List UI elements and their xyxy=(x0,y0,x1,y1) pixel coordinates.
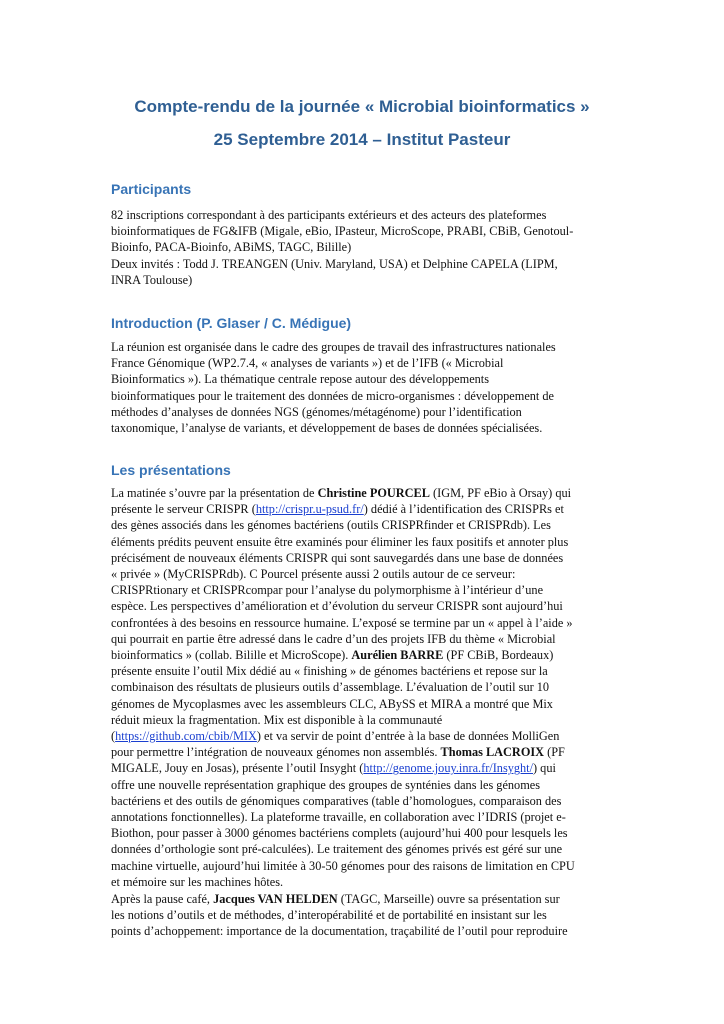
text-line: bioinformatiques pour le traitement des données de micro-organismes : développement de xyxy=(111,388,555,403)
presentations-paragraph-1 xyxy=(111,485,624,890)
text-line: taxonomique, l’analyse de variants, et développement de bases de données spécialisées. xyxy=(111,421,543,436)
heading-introduction: Introduction (P. Glaser / C. Médigue) xyxy=(111,315,352,331)
text-line: les notions d’outils et de méthodes, d’interopérabilité et de portabilité en insistant sur les xyxy=(111,908,547,923)
speaker-name: Jacques VAN HELDEN xyxy=(213,892,338,906)
text-line: combinaison des résultats de plusieurs outils d’assemblage. L’évaluation de l’outil sur 10 xyxy=(111,680,550,695)
text-line: La réunion est organisée dans le cadre des groupes de travail des infrastructures nationales xyxy=(111,340,556,354)
text-line: bactériens et des outils de génomiques comparatives (table d’homologues, comparaison des xyxy=(111,793,562,808)
text-line: précisément de nouveaux éléments CRISPR qui sont sauvegardés dans une base de données xyxy=(111,550,564,565)
text-line: Après la pause café, Jacques VAN HELDEN (TAGC, Marseille) ouvre sa présentation sur xyxy=(111,892,560,906)
text-line: qui pourrait en partie être adressé dans le cadre d’un des projets IFB du thème « Microbial xyxy=(111,631,556,646)
speaker-name: Aurélien BARRE xyxy=(351,648,444,663)
text-line: 82 inscriptions correspondant à des participants extérieurs et des acteurs des plateformes xyxy=(111,208,547,222)
text-line: (https://github.com/cbib/MIX) et va servir de point d’entrée à la base de données MolliGen xyxy=(111,729,560,744)
text-line: Biothon, pour passer à 3000 génomes bactériens complets (aujourd’hui 400 pour lesquels les xyxy=(111,826,568,841)
speaker-name: Christine POURCEL xyxy=(317,486,430,500)
text-line: offre une nouvelle représentation graphique des groupes de synténies dans les génomes xyxy=(111,777,541,792)
text-line: MIGALE, Jouy en Josas), présente l’outil Insyght (http://genome.jouy.inra.fr/Insyght/) qui xyxy=(111,761,556,776)
text-line: France Génomique (WP2.7.4, « analyses de variants ») et de l’IFB (« Microbial xyxy=(111,356,504,371)
heading-participants: Participants xyxy=(111,181,192,197)
text-line: bioinformatiques de FG&IFB (Migale, eBio, IPasteur, MicroScope, PRABI, CBiB, Genotoul- xyxy=(111,224,574,239)
text-line: présente le serveur CRISPR (http://crispr.u-psud.fr/) dédié à l’identification des CRISPRs et xyxy=(111,502,564,517)
mix-github-link[interactable]: https://github.com/cbib/MIX xyxy=(115,729,257,744)
text-line: génomes de Mycoplasmes avec les assembleurs CLC, ABySS et MIRA a montré que Mix xyxy=(111,696,553,711)
text-line: machine virtuelle, aujourd’hui limitée à 30-50 génomes pour des raisons de limitation en CPU xyxy=(111,858,575,873)
text-line: « privée » (MyCRISPRdb). C Pourcel présente aussi 2 outils autour de ce serveur: xyxy=(111,567,516,582)
text-line: Deux invités : Todd J. TREANGEN (Univ. Maryland, USA) et Delphine CAPELA (LIPM, xyxy=(111,256,558,271)
text-line: données d’orthologie sont pré-calculées). Le traitement des génomes privés est géré sur une xyxy=(111,842,563,857)
text-line: et mémoire sur les machines hôtes. xyxy=(111,874,284,889)
insyght-link[interactable]: http://genome.jouy.inra.fr/Insyght/ xyxy=(363,761,534,776)
text-line: annotations fonctionnelles). La plateforme travaille, en collaboration avec l’IDRIS (projet e- xyxy=(111,810,566,825)
text-line: espèce. Les perspectives d’amélioration et d’évolution du serveur CRISPR sont aujourd’hui xyxy=(111,599,563,614)
text-line: éléments prédits peuvent ensuite être examinés pour éliminer les faux positifs et annoter plus xyxy=(111,534,569,549)
speaker-name: Thomas LACROIX xyxy=(440,745,545,760)
participants-paragraph xyxy=(111,207,624,288)
text-line: Bioinfo, PACA-Bioinfo, ABiMS, TAGC, Bilille) xyxy=(111,240,352,255)
text-line: présente ensuite l’outil Mix dédié au « finishing » de génomes bactériens et repose sur la xyxy=(111,664,548,679)
text-line: des gènes associés dans les génomes bactériens (outils CRISPRfinder et CRISPRdb). Les xyxy=(111,518,551,533)
presentations-paragraph-2 xyxy=(111,891,624,940)
text-line: La matinée s’ouvre par la présentation de Christine POURCEL (IGM, PF eBio à Orsay) qui xyxy=(111,486,572,500)
document-subtitle: 25 Septembre 2014 – Institut Pasteur xyxy=(213,130,511,149)
heading-presentations: Les présentations xyxy=(111,462,231,478)
text-line: réduit mieux la fragmentation. Mix est disponible à la communauté xyxy=(111,712,443,727)
introduction-paragraph xyxy=(111,339,624,436)
document-title: Compte-rendu de la journée « Microbial bioinformatics » xyxy=(134,97,590,116)
crispr-link[interactable]: http://crispr.u-psud.fr/ xyxy=(255,502,364,517)
text-line: bioinformatics » (collab. Bilille et MicroScope). Aurélien BARRE (PF CBiB, Bordeaux) xyxy=(111,648,554,663)
text-line: points d’achoppement: importance de la documentation, traçabilité de l’outil pour reproduire xyxy=(111,924,568,939)
text-line: pour permettre l’intégration de nouveaux génomes non assemblés. Thomas LACROIX (PF xyxy=(111,745,565,760)
text-line: confrontées à des besoins en ressource humaine. L’exposé se termine par un « appel à l’aide » xyxy=(111,615,573,630)
text-line: méthodes d’analyses de données NGS (génomes/métagénome) pour l’identification xyxy=(111,404,522,419)
text-line: Bioinformatics »). La thématique centrale repose autour des développements xyxy=(111,372,489,387)
text-line: INRA Toulouse) xyxy=(111,272,193,287)
text-line: CRISPRtionary et CRISPRcompar pour l’analyse du polymorphisme à l’intérieur d’une xyxy=(111,583,544,598)
